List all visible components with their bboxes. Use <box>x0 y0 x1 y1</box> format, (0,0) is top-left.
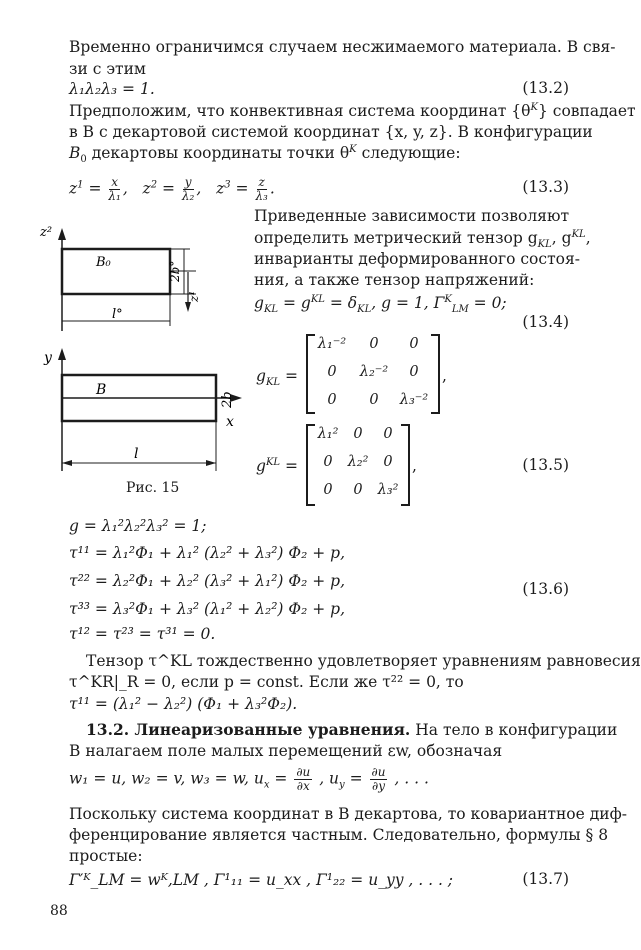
m2-cell: 0 <box>383 454 393 470</box>
m2-cell: λ₂² <box>347 454 369 470</box>
bottom-label-B: B <box>96 382 107 398</box>
top-label-B0: B₀ <box>96 255 111 270</box>
m2-cell: λ₁² <box>317 426 339 442</box>
eq-13-4-number: (13.4) <box>522 313 569 331</box>
matrix-2-tail: , <box>412 457 417 475</box>
eq-13-6-line-5: τ¹² = τ²³ = τ³¹ = 0. <box>69 625 216 643</box>
top-axis-arrow <box>58 228 66 240</box>
section-heading-line: 13.2. Линеаризованные уравнения. На тело в конфигурации <box>86 720 618 739</box>
top-rectangle-B0 <box>62 249 170 294</box>
bottom-dim-h: 2b <box>220 391 235 408</box>
m1-cell: 0 <box>409 336 419 352</box>
m1-cell: 0 <box>369 336 379 352</box>
tensor-text-3: τ¹¹ = (λ₁² − λ₂²) (Φ₁ + λ₃²Φ₂). <box>69 695 298 713</box>
intro-line-4: в B с декартовой системой координат {x, y, z}. В конфигурации <box>69 123 593 141</box>
section-line-2: B налагаем поле малых перемещений εw, обозначая <box>69 742 503 760</box>
intro-line-2: зи с этим <box>69 60 146 78</box>
bottom-axis-y: y <box>44 350 52 366</box>
bottom-axis-x: x <box>226 414 234 430</box>
right-text-4: ния, а также тензор напряжений: <box>254 271 535 289</box>
top-dim-w: l° <box>112 307 123 322</box>
eq-13-2-number: (13.2) <box>522 79 569 97</box>
intro-line-5: $B_0$ декартовы координаты точки $\theta^K$ следующие: <box>69 143 461 166</box>
m1-cell: 0 <box>409 364 419 380</box>
eq-13-7: Γ′ᴷ_LM = wᴷ,LM , Γ¹₁₁ = u_xx , Γ¹₂₂ = u_yy , . . . ; <box>69 871 454 889</box>
m1-cell: λ₂⁻² <box>359 364 389 380</box>
m2-cell: 0 <box>353 426 363 442</box>
matrix-2 <box>306 424 410 506</box>
tensor-text-2: τ^KR|_R = 0, если p = const. Если же τ²² = 0, то <box>69 673 464 691</box>
right-text-2: определить метрический тензор $g_{KL}$, $g^{KL}$, <box>254 228 591 251</box>
eq-13-3: $z^1$ = $\frac{x}{\text{λ₁}}$ , $z^2$ = $\frac{y}{\text{λ₂}}$ , $z^3$ = $\frac{z}{\text{λ₃}}$ . <box>69 175 275 203</box>
tensor-text-1: Тензор τ^KL тождественно удовлетворяет уравнениям равновесия <box>86 652 641 670</box>
m2-cell: 0 <box>323 454 333 470</box>
matrix-1 <box>306 334 440 414</box>
bottom-dim-w: l <box>134 446 139 462</box>
eq-13-6-number: (13.6) <box>522 580 569 598</box>
m2-cell: 0 <box>323 482 333 498</box>
m2-cell: 0 <box>353 482 363 498</box>
m2-cell: 0 <box>383 426 393 442</box>
figure-15 <box>36 216 246 516</box>
eq-13-6-line-4: τ³³ = λ₃²Φ₁ + λ₃² (λ₁² + λ₂²) Φ₂ + p, <box>69 600 346 618</box>
right-text-5: $g_{KL} = g^{KL} = \delta_{KL}$, g = 1, $\Gamma^K_{LM} = 0$; <box>254 293 507 316</box>
m1-cell: λ₁⁻² <box>317 336 347 352</box>
page-number: 88 <box>50 903 68 919</box>
m1-cell: λ₃⁻² <box>399 392 429 408</box>
m1-cell: 0 <box>327 364 337 380</box>
section-para-3: простые: <box>69 847 143 865</box>
m1-cell: 0 <box>327 392 337 408</box>
matrix-2-label: $g^{KL}$ = <box>256 456 298 475</box>
eq-13-6-line-1: g = λ₁²λ₂²λ₃² = 1; <box>69 517 207 535</box>
eq-13-3-number: (13.3) <box>522 178 569 196</box>
intro-line-3: Предположим, что конвективная система координат $\{\theta^K\}$ совпадает <box>69 101 636 120</box>
matrix-1-tail: , <box>442 367 447 385</box>
eq-13-7-number: (13.7) <box>522 870 569 888</box>
m2-cell: λ₃² <box>377 482 399 498</box>
right-text-3: инварианты деформированного состоя- <box>254 250 580 268</box>
eq-13-5-number: (13.5) <box>522 456 569 474</box>
eq-13-6-line-2: τ¹¹ = λ₁²Φ₁ + λ₁² (λ₂² + λ₃²) Φ₂ + p, <box>69 544 346 562</box>
top-axis-label: z² <box>40 225 53 240</box>
section-para-2: ференцирование является частным. Следовательно, формулы § 8 <box>69 826 609 844</box>
m1-cell: 0 <box>369 392 379 408</box>
intro-line-1: Временно ограничимся случаем несжимаемого материала. В свя- <box>69 38 616 56</box>
right-text-1: Приведенные зависимости позволяют <box>254 207 570 225</box>
matrix-1-label: $g_{KL}$ = <box>256 367 298 389</box>
top-dim-h: 2b° <box>168 260 182 282</box>
eq-13-2: λ₁λ₂λ₃ = 1. <box>69 80 155 98</box>
section-para-1: Поскольку система координат в B декартова, то ковариантное диф- <box>69 805 627 823</box>
eq-13-6-line-3: τ²² = λ₂²Φ₁ + λ₂² (λ₃² + λ₁²) Φ₂ + p, <box>69 572 346 590</box>
section-title: 13.2. Линеаризованные уравнения. <box>86 720 411 739</box>
section-equation: w₁ = u, w₂ = v, w₃ = w, $u_x$ = $\frac{\partial u}{\partial x}$ , $u_y$ = $\frac{\partial u}{\partial y}$ , . . . <box>69 765 429 793</box>
top-side-label: z¹ <box>187 290 201 302</box>
figure-caption: Рис. 15 <box>126 480 180 496</box>
